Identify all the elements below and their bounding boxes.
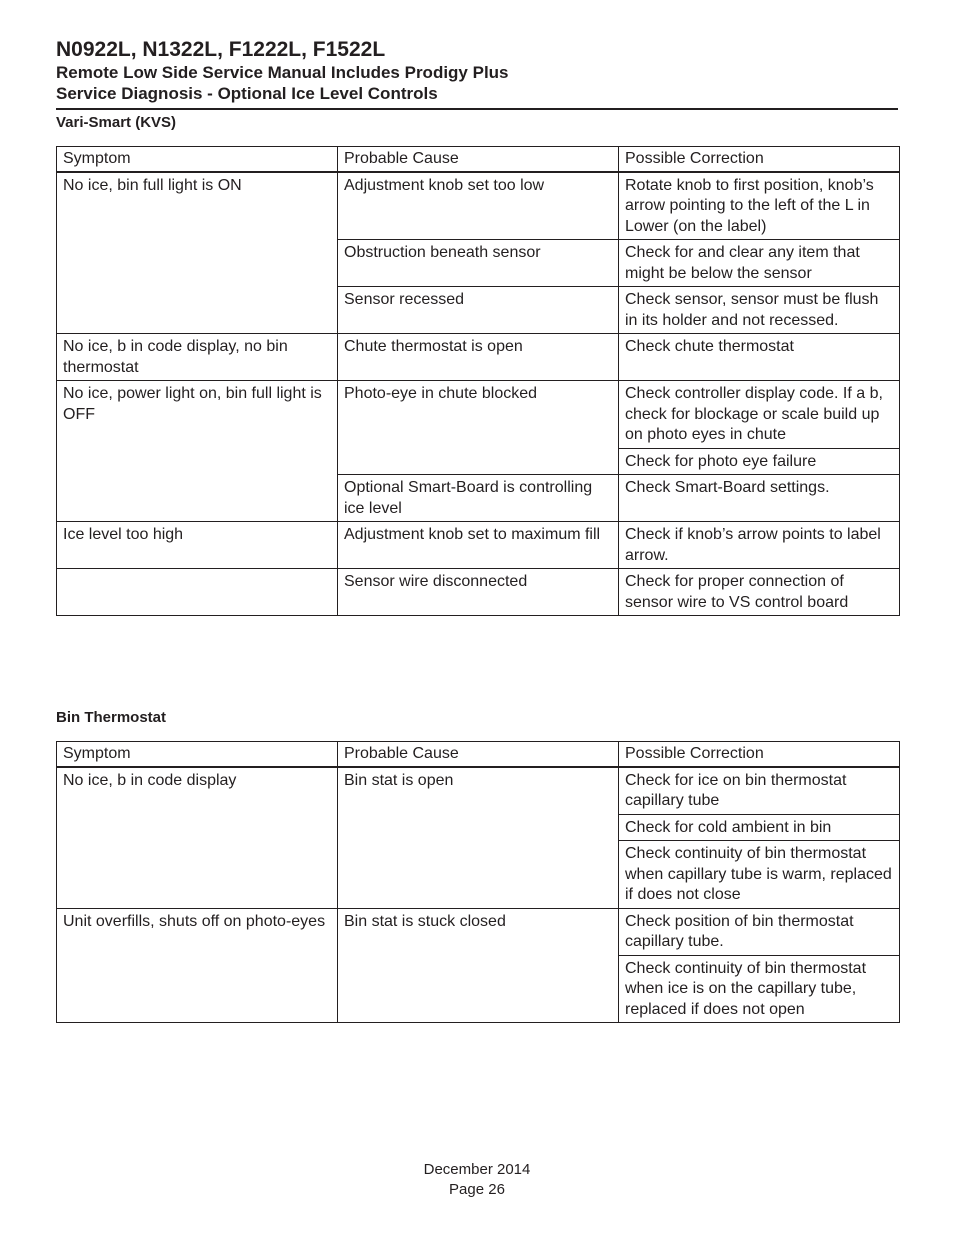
- bin-thermostat-heading: Bin Thermostat: [56, 709, 167, 726]
- page-footer: [0, 1160, 954, 1200]
- symptom-cell: No ice, bin full light is ON: [57, 172, 338, 334]
- correction-cell: Check continuity of bin thermostat when ice is on the capillary tube, replaced if does not open: [619, 955, 900, 1023]
- kvs-heading: Vari-Smart (KVS): [56, 114, 177, 131]
- correction-cell: Check for ice on bin thermostat capillary tube: [619, 767, 900, 815]
- correction-cell: Check continuity of bin thermostat when capillary tube is warm, replaced if does not close: [619, 841, 900, 909]
- correction-cell: Check Smart-Board settings.: [619, 475, 900, 522]
- table-row: [57, 767, 900, 815]
- col-header-correction: Possible Correction: [619, 147, 900, 172]
- cause-cell: Photo-eye in chute blocked: [338, 381, 619, 475]
- table-header-row: [57, 742, 900, 767]
- model-numbers: N0922L, N1322L, F1222L, F1522L: [56, 38, 386, 61]
- correction-cell: Check for and clear any item that might be below the sensor: [619, 240, 900, 287]
- table-row: [57, 381, 900, 449]
- symptom-cell: [57, 569, 338, 616]
- table-row: [57, 522, 900, 569]
- col-header-symptom: Symptom: [57, 742, 338, 767]
- correction-cell: Check for cold ambient in bin: [619, 814, 900, 841]
- page-header: [56, 38, 898, 104]
- cause-cell: Chute thermostat is open: [338, 334, 619, 381]
- table-row: [57, 569, 900, 616]
- table-row: [57, 172, 900, 240]
- cause-cell: Bin stat is stuck closed: [338, 908, 619, 1023]
- correction-cell: Check controller display code. If a b, check for blockage or scale build up on photo eyes in chute: [619, 381, 900, 449]
- correction-cell: Rotate knob to first position, knob’s arrow pointing to the left of the L in Lower (on the label): [619, 172, 900, 240]
- symptom-cell: No ice, b in code display, no bin thermostat: [57, 334, 338, 381]
- symptom-cell: Ice level too high: [57, 522, 338, 569]
- cause-cell: Adjustment knob set too low: [338, 172, 619, 240]
- correction-cell: Check position of bin thermostat capillary tube.: [619, 908, 900, 955]
- header-rule: [56, 108, 898, 110]
- section-title: Service Diagnosis - Optional Ice Level Controls: [56, 84, 438, 103]
- cause-cell: Sensor recessed: [338, 287, 619, 334]
- symptom-cell: No ice, power light on, bin full light is OFF: [57, 381, 338, 522]
- col-header-symptom: Symptom: [57, 147, 338, 172]
- symptom-cell: Unit overfills, shuts off on photo-eyes: [57, 908, 338, 1023]
- table-header-row: [57, 147, 900, 172]
- manual-title: Remote Low Side Service Manual Includes Prodigy Plus: [56, 63, 509, 82]
- footer-date: December 2014: [423, 1161, 531, 1178]
- cause-cell: Obstruction beneath sensor: [338, 240, 619, 287]
- col-header-cause: Probable Cause: [338, 742, 619, 767]
- cause-cell: Adjustment knob set to maximum fill: [338, 522, 619, 569]
- correction-cell: Check for photo eye failure: [619, 448, 900, 475]
- table-row: [57, 908, 900, 955]
- cause-cell: Bin stat is open: [338, 767, 619, 909]
- page-number: Page 26: [449, 1181, 505, 1198]
- bin-thermostat-table: [56, 741, 900, 1023]
- correction-cell: Check for proper connection of sensor wire to VS control board: [619, 569, 900, 616]
- correction-cell: Check if knob’s arrow points to label arrow.: [619, 522, 900, 569]
- correction-cell: Check sensor, sensor must be flush in its holder and not recessed.: [619, 287, 900, 334]
- correction-cell: Check chute thermostat: [619, 334, 900, 381]
- cause-cell: Sensor wire disconnected: [338, 569, 619, 616]
- col-header-cause: Probable Cause: [338, 147, 619, 172]
- symptom-cell: No ice, b in code display: [57, 767, 338, 909]
- cause-cell: Optional Smart-Board is controlling ice level: [338, 475, 619, 522]
- col-header-correction: Possible Correction: [619, 742, 900, 767]
- kvs-table: [56, 146, 900, 616]
- table-row: [57, 334, 900, 381]
